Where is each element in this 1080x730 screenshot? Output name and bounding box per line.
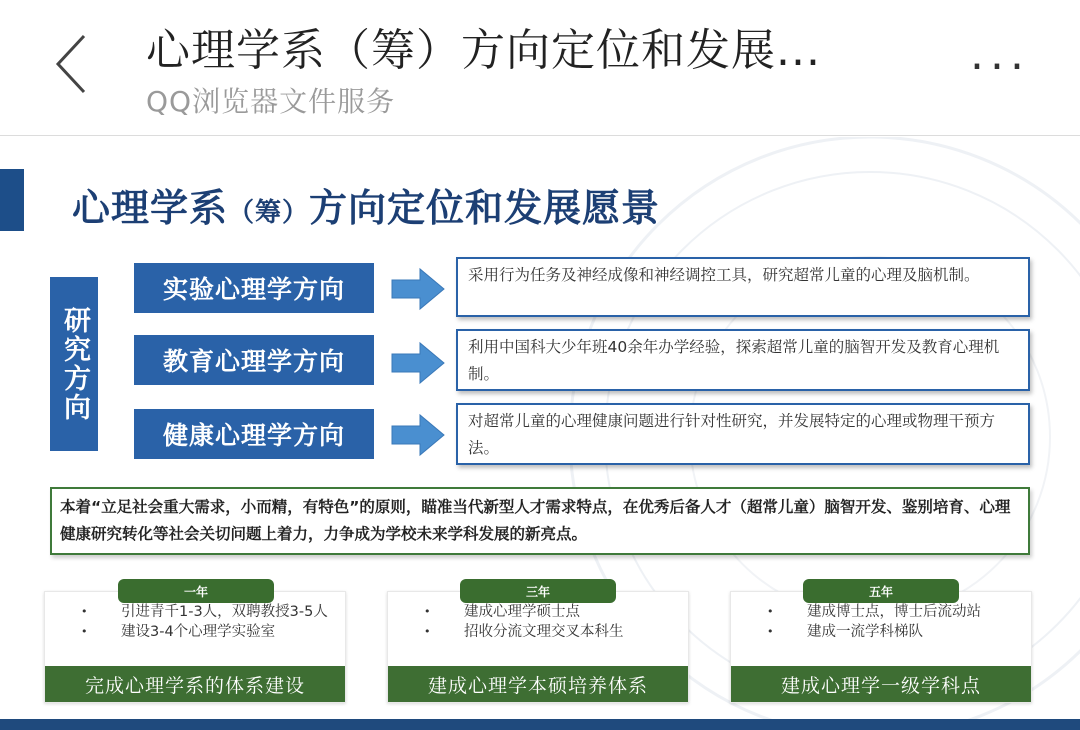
direction-educational: 教育心理学方向 <box>134 335 374 385</box>
more-button[interactable] <box>970 29 1050 80</box>
stage-3-goals <box>731 602 1031 642</box>
arrow-right-icon <box>390 341 446 385</box>
title-accent-bar <box>0 169 24 231</box>
direction-educational-description: 利用中国科大少年班40余年办学经验，探索超常儿童的脑智开发及教育心理机制。 <box>456 329 1030 391</box>
app-bar <box>0 0 1080 136</box>
slide-title <box>72 177 660 232</box>
stage-2-period: 三年 <box>460 579 616 603</box>
slide <box>0 137 1080 730</box>
direction-experimental-description: 采用行为任务及神经成像和神经调控工具，研究超常儿童的心理及脑机制。 <box>456 257 1030 317</box>
direction-health: 健康心理学方向 <box>134 409 374 459</box>
list-item: • 招收分流文理交叉本科生 <box>388 622 688 642</box>
list-item: • 引进青千1-3人，双聘教授3-5人 <box>45 602 345 622</box>
stage-2-goals <box>388 602 688 642</box>
principle-statement: 本着“立足社会重大需求，小而精，有特色”的原则，瞄准当代新型人才需求特点，在优秀后备人才（超常儿童）脑智开发、鉴别培育、心理健康研究转化等社会关切问题上着力，力争成为学校未来学科发展的新亮点。 <box>50 487 1030 555</box>
stage-card-2 <box>387 591 689 703</box>
stage-1-goals <box>45 602 345 642</box>
arrow-right-icon <box>390 267 446 311</box>
research-directions-label: 研究方向 <box>50 277 98 451</box>
stage-1-period: 一年 <box>118 579 274 603</box>
list-item: • 建成一流学科梯队 <box>731 622 1031 642</box>
list-item: • 建成博士点，博士后流动站 <box>731 602 1031 622</box>
stage-1-outcome: 完成心理学系的体系建设 <box>45 666 345 702</box>
direction-health-description: 对超常儿童的心理健康问题进行针对性研究，并发展特定的心理或物理干预方法。 <box>456 403 1030 465</box>
list-item: • 建成心理学硕士点 <box>388 602 688 622</box>
document-title: 心理学系（筹）方向定位和发展... <box>146 25 821 76</box>
direction-experimental: 实验心理学方向 <box>134 263 374 313</box>
slide-title-main: 心理学系 <box>72 186 229 230</box>
chevron-left-icon <box>44 28 104 100</box>
stage-card-3 <box>730 591 1032 703</box>
stage-3-period: 五年 <box>803 579 959 603</box>
slide-footer-bar <box>0 719 1080 730</box>
stage-card-1 <box>44 591 346 703</box>
arrow-right-icon <box>390 413 446 457</box>
more-horizontal-icon: ... <box>970 29 1030 80</box>
back-button[interactable] <box>44 28 104 100</box>
document-source: QQ浏览器文件服务 <box>146 85 396 118</box>
stage-2-outcome: 建成心理学本硕培养体系 <box>388 666 688 702</box>
stage-3-outcome: 建成心理学一级学科点 <box>731 666 1031 702</box>
slide-title-paren: （筹） <box>228 198 310 228</box>
slide-title-rest: 方向定位和发展愿景 <box>309 186 661 230</box>
list-item: • 建设3-4个心理学实验室 <box>45 622 345 642</box>
